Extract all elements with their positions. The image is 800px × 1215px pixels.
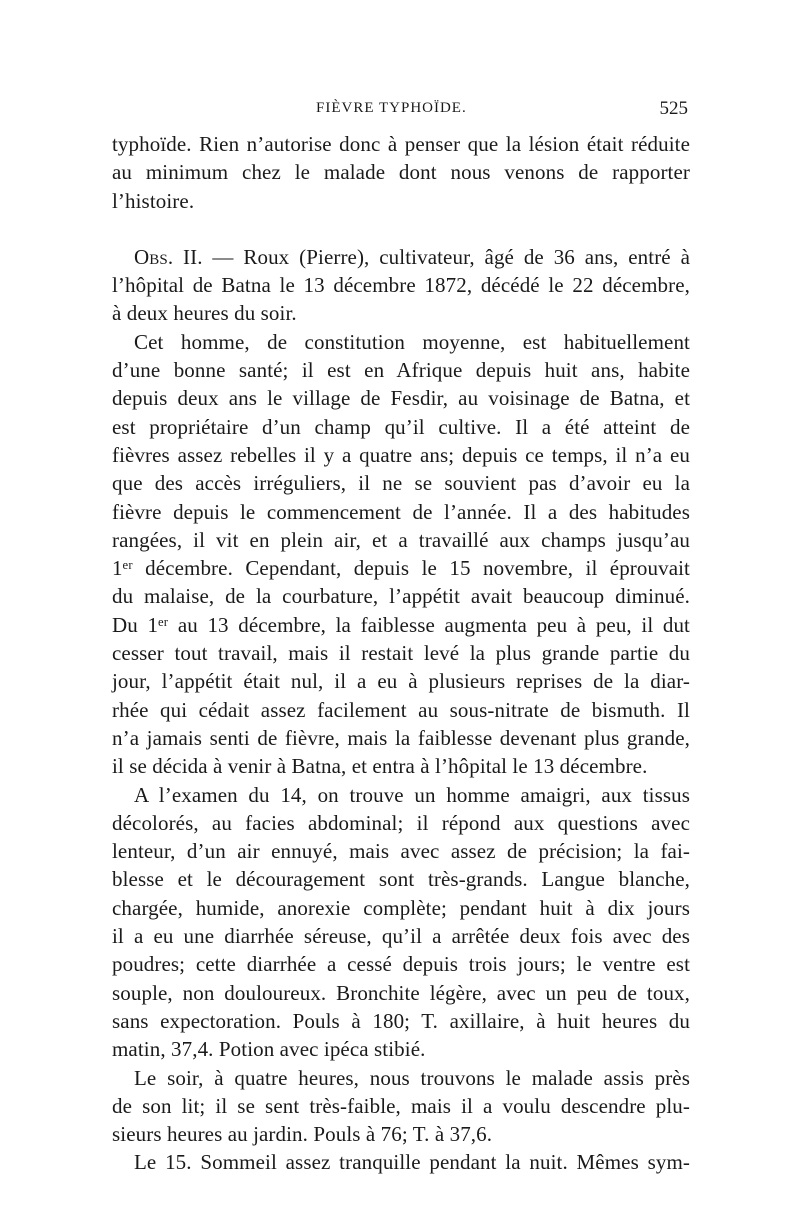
text-line: est propriétaire d’un champ qu’il cultive. Il a été atteint de: [112, 414, 690, 439]
paragraph-history: [112, 328, 690, 781]
text-line: rhée qui cédait assez facilement au sous-nitrate de bismuth. Il: [112, 697, 690, 722]
text-line: fièvres assez rebelles il y a quatre ans; depuis ce temps, il n’a eu: [112, 442, 690, 467]
text-line: Du 1ᵉʳ au 13 décembre, la faiblesse augmenta peu à peu, il dut: [112, 612, 690, 637]
text-line: du malaise, de la courbature, l’appétit avait beaucoup diminué.: [112, 584, 690, 609]
text-line: l’hôpital de Batna le 13 décembre 1872, décédé le 22 décembre,: [112, 273, 690, 298]
text-line: Le 15. Sommeil assez tranquille pendant la nuit. Mêmes sym-: [134, 1150, 690, 1175]
text-line: 1ᵉʳ décembre. Cependant, depuis le 15 novembre, il éprouvait: [112, 556, 690, 581]
observation-heading-paragraph: [112, 243, 690, 328]
observation-label: Obs. II.: [134, 244, 203, 269]
text-line: jour, l’appétit était nul, il a eu à plusieurs reprises de la diar-: [112, 669, 690, 694]
text-line: souple, non douloureux. Bronchite légère, avec un peu de toux,: [112, 980, 690, 1005]
text-line: chargée, humide, anorexie complète; pendant huit à dix jours: [112, 895, 690, 920]
observation-heading-text: — Roux (Pierre), cultivateur, âgé de 36 ans, entré à: [202, 244, 690, 269]
text-line: depuis deux ans le village de Fesdir, au voisinage de Batna, et: [112, 386, 690, 411]
text-line: il a eu une diarrhée séreuse, qu’il a arrêtée deux fois avec des: [112, 924, 690, 949]
text-line: l’histoire.: [112, 188, 195, 213]
text-line: au minimum chez le malade dont nous venons de rapporter: [112, 160, 690, 185]
text-line: [112, 243, 690, 271]
text-line: poudres; cette diarrhée a cessé depuis trois jours; le ventre est: [112, 952, 690, 977]
running-head: [108, 100, 688, 126]
section-spacer: [112, 215, 690, 243]
text-line: Cet homme, de constitution moyenne, est habituellement: [134, 329, 690, 354]
running-title: FIÈVRE TYPHOÏDE.: [316, 100, 467, 116]
page-number: 525: [659, 98, 688, 119]
text-line: blesse et le découragement sont très-grands. Langue blanche,: [112, 867, 690, 892]
text-line: typhoïde. Rien n’autorise donc à penser que la lésion était réduite: [112, 132, 690, 156]
text-line: A l’examen du 14, on trouve un homme amaigri, aux tissus: [134, 782, 690, 807]
text-line: lenteur, d’un air ennuyé, mais avec assez de précision; la fai-: [112, 839, 690, 864]
text-line: fièvre depuis le commencement de l’année. Il a des habitudes: [112, 499, 690, 524]
text-line: n’a jamais senti de fièvre, mais la faiblesse devenant plus grande,: [112, 725, 690, 750]
text-line: décolorés, au facies abdominal; il répond aux questions avec: [112, 810, 690, 835]
text-line: rangées, il vit en plein air, et a travaillé aux champs jusqu’au: [112, 527, 690, 552]
paragraph-day-15: [112, 1148, 690, 1176]
text-line: Le soir, à quatre heures, nous trouvons le malade assis près: [134, 1065, 690, 1090]
text-line: il se décida à venir à Batna, et entra à l’hôpital le 13 décembre.: [112, 754, 648, 779]
text-line: à deux heures du soir.: [112, 301, 297, 326]
text-line: que des accès irréguliers, il ne se souvient pas d’avoir eu la: [112, 471, 690, 496]
text-line: sieurs heures au jardin. Pouls à 76; T. à 37,6.: [112, 1122, 493, 1147]
paragraph-examination: [112, 781, 690, 1064]
text-line: de son lit; il se sent très-faible, mais il a voulu descendre plu-: [112, 1093, 690, 1118]
text-line: matin, 37,4. Potion avec ipéca stibié.: [112, 1037, 426, 1062]
text-line: sans expectoration. Pouls à 180; T. axillaire, à huit heures du: [112, 1008, 690, 1033]
paragraph-evening: [112, 1064, 690, 1149]
text-line: cesser tout travail, mais il restait levé la plus grande partie du: [112, 641, 690, 666]
page-body: [112, 130, 690, 1177]
text-line: d’une bonne santé; il est en Afrique depuis huit ans, habite: [112, 358, 690, 383]
paragraph-continuation: [112, 130, 690, 215]
